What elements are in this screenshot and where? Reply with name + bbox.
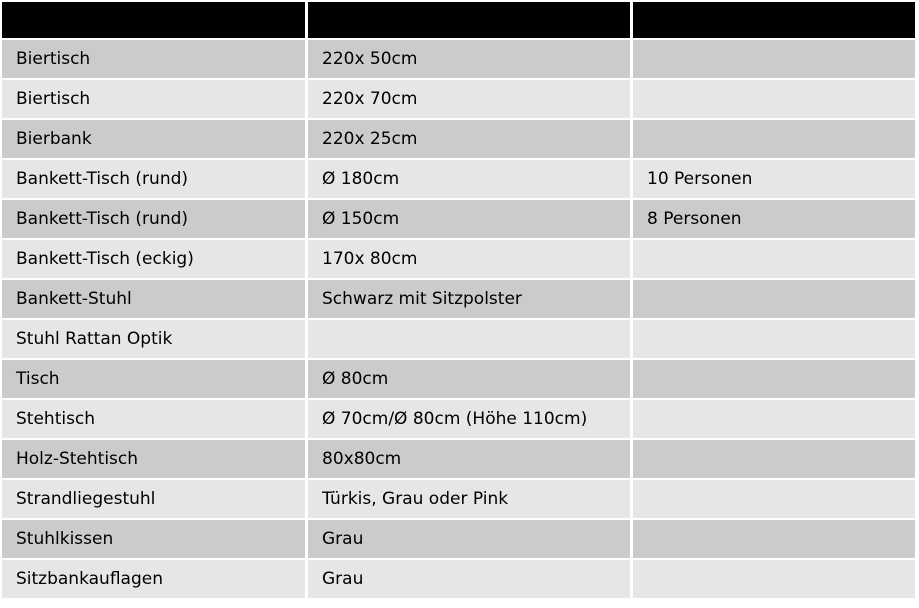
table-header-cell	[633, 2, 915, 38]
item-size-cell	[308, 320, 630, 358]
item-capacity-cell	[633, 40, 915, 78]
item-name-cell: Stuhl Rattan Optik	[2, 320, 305, 358]
item-name-cell: Bankett-Tisch (rund)	[2, 200, 305, 238]
item-size-cell: 220x 25cm	[308, 120, 630, 158]
item-size-cell: Ø 70cm/Ø 80cm (Höhe 110cm)	[308, 400, 630, 438]
item-name-cell: Biertisch	[2, 40, 305, 78]
table-header-cell	[308, 2, 630, 38]
item-name-cell: Stehtisch	[2, 400, 305, 438]
item-capacity-cell	[633, 440, 915, 478]
item-capacity-cell	[633, 320, 915, 358]
item-capacity-cell	[633, 280, 915, 318]
item-name-cell: Bierbank	[2, 120, 305, 158]
item-size-cell: 170x 80cm	[308, 240, 630, 278]
item-size-cell: Ø 180cm	[308, 160, 630, 198]
item-capacity-cell: 10 Personen	[633, 160, 915, 198]
item-name-cell: Tisch	[2, 360, 305, 398]
item-capacity-cell	[633, 560, 915, 598]
item-name-cell: Sitzbankauflagen	[2, 560, 305, 598]
item-size-cell: Schwarz mit Sitzpolster	[308, 280, 630, 318]
item-capacity-cell	[633, 480, 915, 518]
item-size-cell: 220x 70cm	[308, 80, 630, 118]
item-size-cell: Ø 150cm	[308, 200, 630, 238]
item-size-cell: 220x 50cm	[308, 40, 630, 78]
item-capacity-cell	[633, 80, 915, 118]
item-capacity-cell	[633, 240, 915, 278]
item-capacity-cell	[633, 360, 915, 398]
table-header-cell	[2, 2, 305, 38]
item-capacity-cell: 8 Personen	[633, 200, 915, 238]
item-capacity-cell	[633, 400, 915, 438]
furniture-table	[2, 2, 915, 602]
item-size-cell: Grau	[308, 560, 630, 598]
item-name-cell: Strandliegestuhl	[2, 480, 305, 518]
item-name-cell: Bankett-Tisch (rund)	[2, 160, 305, 198]
item-size-cell: Ø 80cm	[308, 360, 630, 398]
item-name-cell: Bankett-Stuhl	[2, 280, 305, 318]
item-size-cell: Grau	[308, 520, 630, 558]
item-name-cell: Biertisch	[2, 80, 305, 118]
item-name-cell: Stuhlkissen	[2, 520, 305, 558]
item-capacity-cell	[633, 520, 915, 558]
item-size-cell: 80x80cm	[308, 440, 630, 478]
item-name-cell: Holz-Stehtisch	[2, 440, 305, 478]
item-capacity-cell	[633, 120, 915, 158]
item-name-cell: Bankett-Tisch (eckig)	[2, 240, 305, 278]
item-size-cell: Türkis, Grau oder Pink	[308, 480, 630, 518]
